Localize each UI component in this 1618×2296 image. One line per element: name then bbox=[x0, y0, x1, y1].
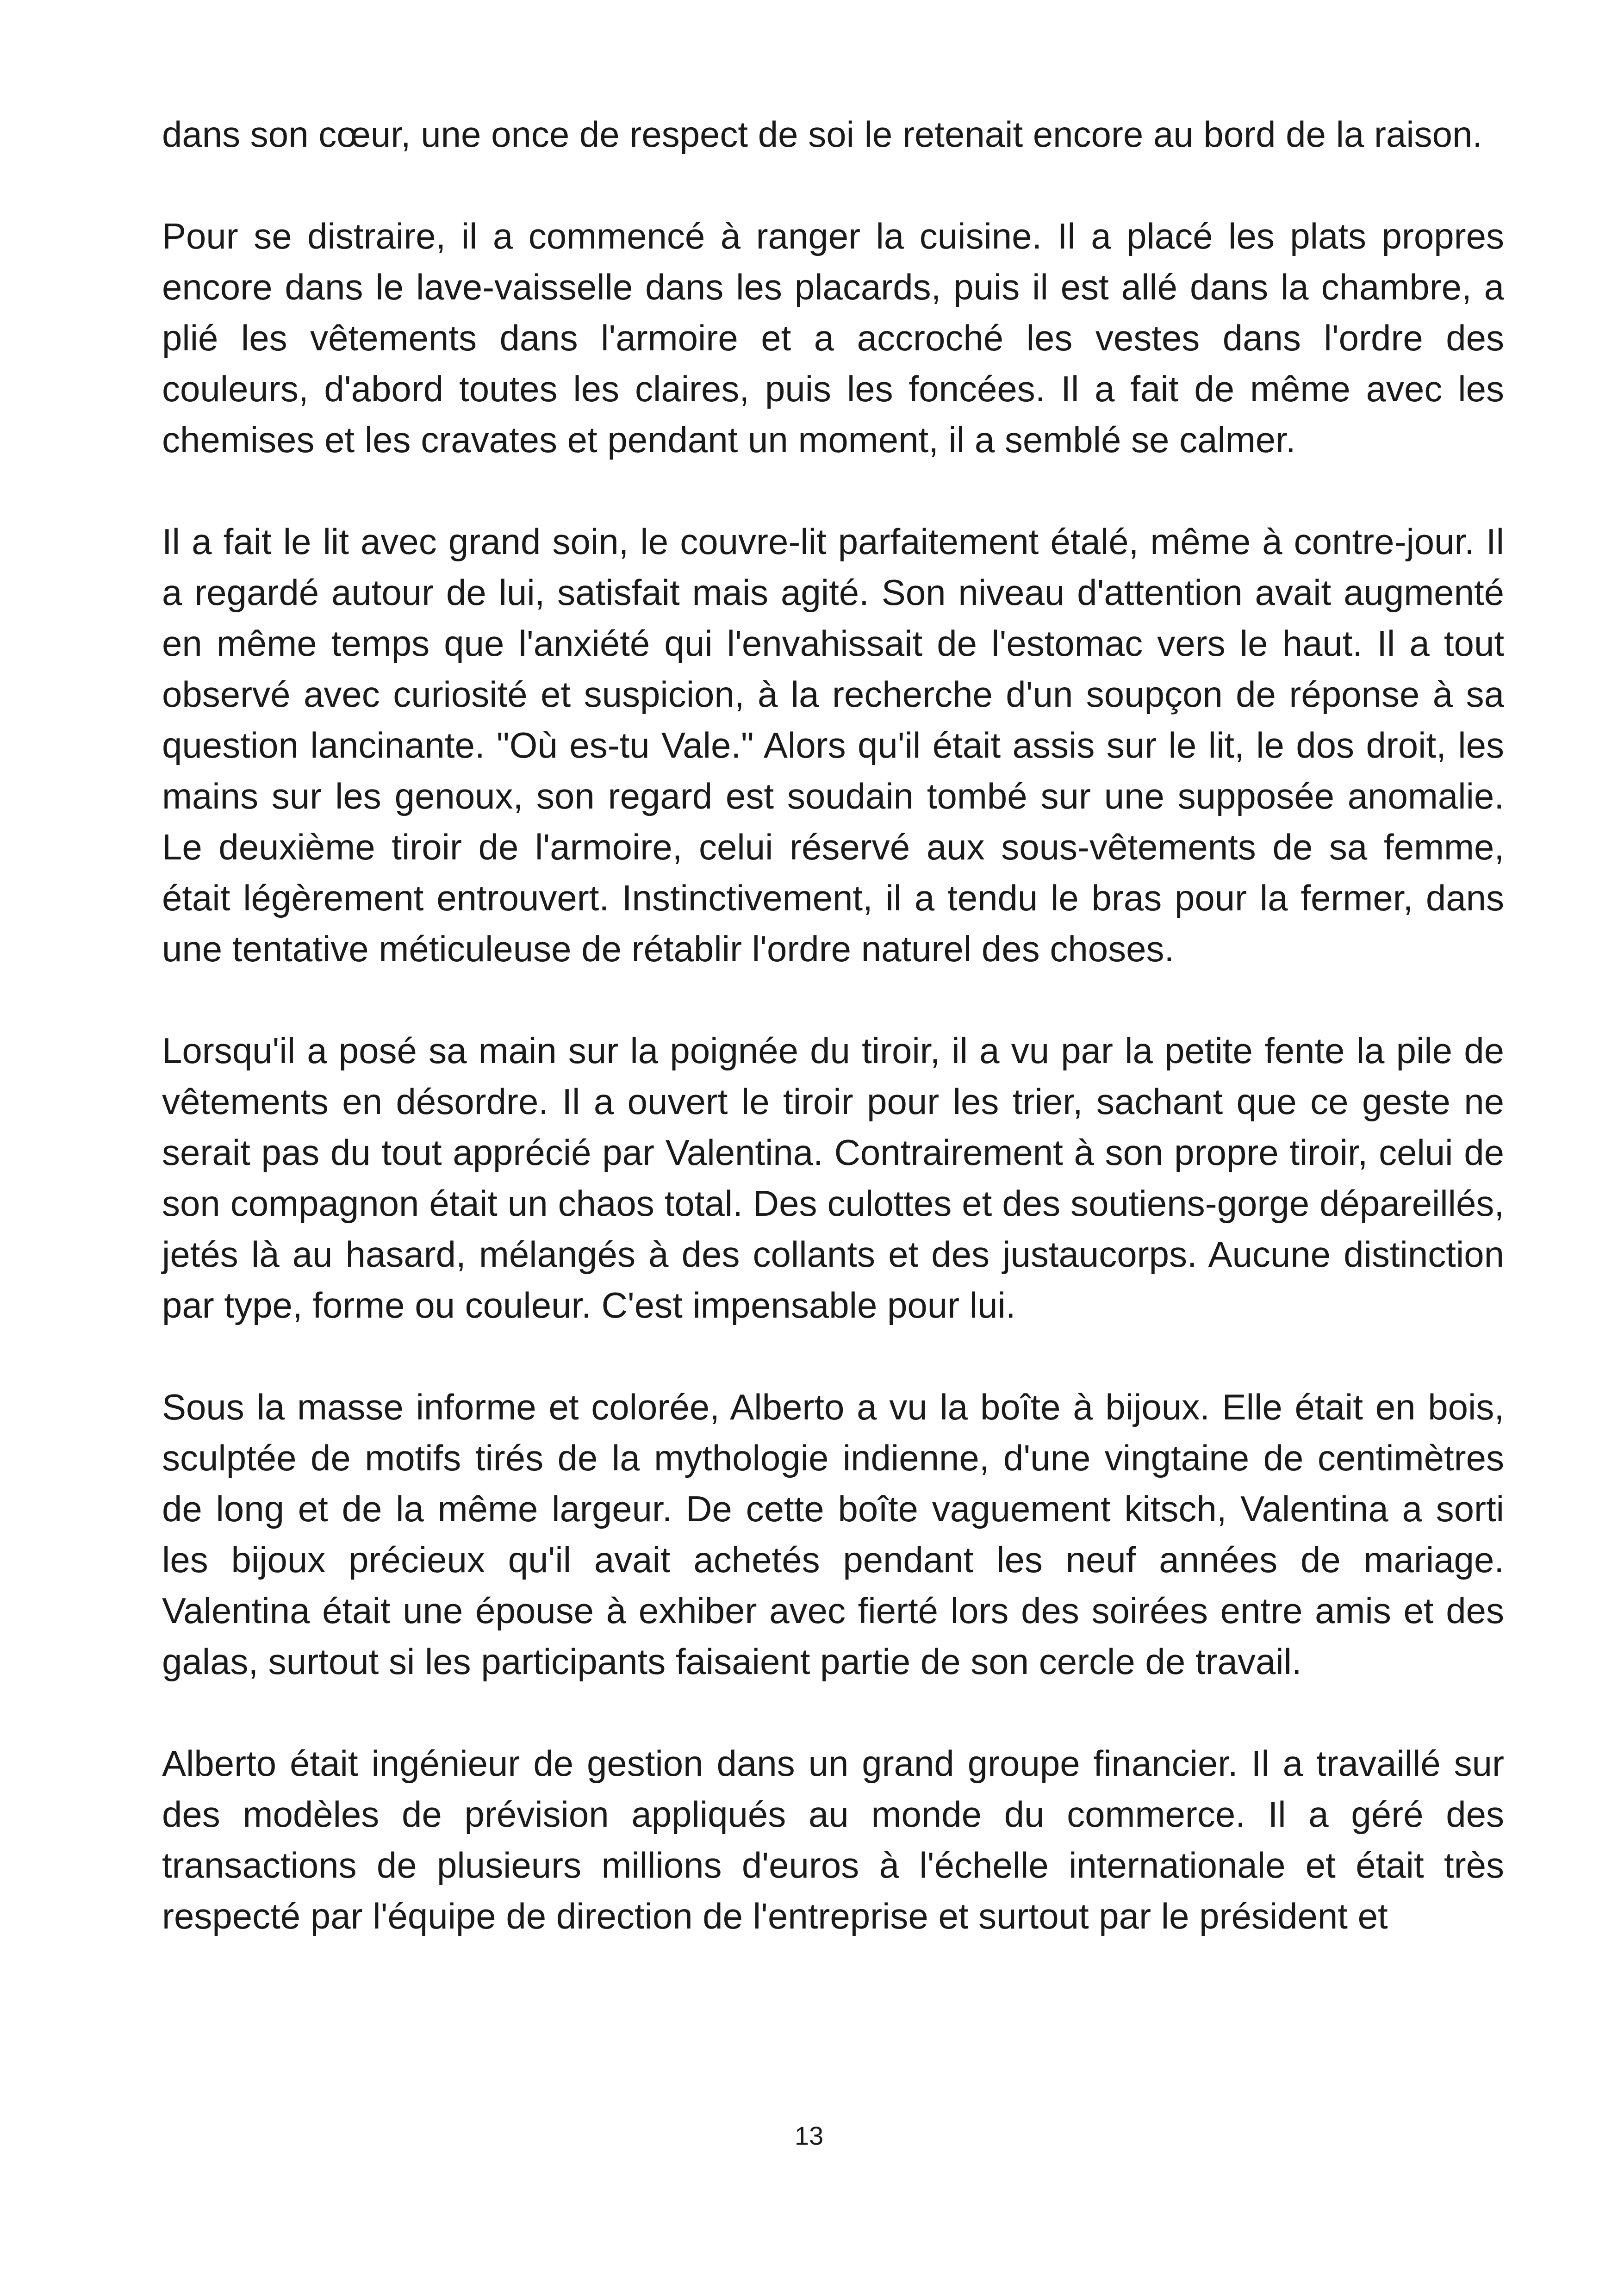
body-text bbox=[162, 109, 1504, 1941]
paragraph: Lorsqu'il a posé sa main sur la poignée du tiroir, il a vu par la petite fente la pile de vêtements en désordre. Il a ouvert le tiroir pour les trier, sachant que ce geste ne serait pas du tout apprécié par Valentina. Contrairement à son propre tiroir, celui de son compagnon était un chaos total. Des culottes et des soutiens-gorge dépareillés, jetés là au hasard, mélangés à des collants et des justaucorps. Aucune distinction par type, forme ou couleur. C'est impensable pour lui. bbox=[162, 1030, 1504, 1325]
paragraph: dans son cœur, une once de respect de soi le retenait encore au bord de la raison. bbox=[162, 114, 1483, 155]
paragraph: Il a fait le lit avec grand soin, le couvre-lit parfaitement étalé, même à contre-jour. Il a regardé autour de lui, satisfait mais agité. Son niveau d'attention avait augmenté en même temps que l'anxiété qui l'envahissait de l'estomac vers le haut. Il a tout observé avec curiosité et suspicion, à la recherche d'un soupçon de réponse à sa question lancinante. "Où es-tu Vale." Alors qu'il était assis sur le lit, le dos droit, les mains sur les genoux, son regard est soudain tombé sur une supposée anomalie. Le deuxième tiroir de l'armoire, celui réservé aux sous-vêtements de sa femme, était légèrement entrouvert. Instinctivement, il a tendu le bras pour la fermer, dans une tentative méticuleuse de rétablir l'ordre naturel des choses. bbox=[162, 521, 1504, 969]
page-number: 13 bbox=[794, 2121, 824, 2150]
paragraph: Alberto était ingénieur de gestion dans un grand groupe financier. Il a travaillé sur des modèles de prévision appliqués au monde du commerce. Il a géré des transactions de plusieurs millions d'euros à l'échelle internationale et était très respecté par l'équipe de direction de l'entreprise et surtout par le président et bbox=[162, 1743, 1504, 1936]
paragraph: Pour se distraire, il a commencé à ranger la cuisine. Il a placé les plats propres encore dans le lave-vaisselle dans les placards, puis il est allé dans la chambre, a plié les vêtements dans l'armoire et a accroché les vestes dans l'ordre des couleurs, d'abord toutes les claires, puis les foncées. Il a fait de même avec les chemises et les cravates et pendant un moment, il a semblé se calmer. bbox=[162, 216, 1504, 460]
paragraph: Sous la masse informe et colorée, Alberto a vu la boîte à bijoux. Elle était en bois, sculptée de motifs tirés de la mythologie indienne, d'une vingtaine de centimètres de long et de la même largeur. De cette boîte vaguement kitsch, Valentina a sorti les bijoux précieux qu'il avait achetés pendant les neuf années de mariage. Valentina était une épouse à exhiber avec fierté lors des soirées entre amis et des galas, surtout si les participants faisaient partie de son cercle de travail. bbox=[162, 1387, 1504, 1682]
